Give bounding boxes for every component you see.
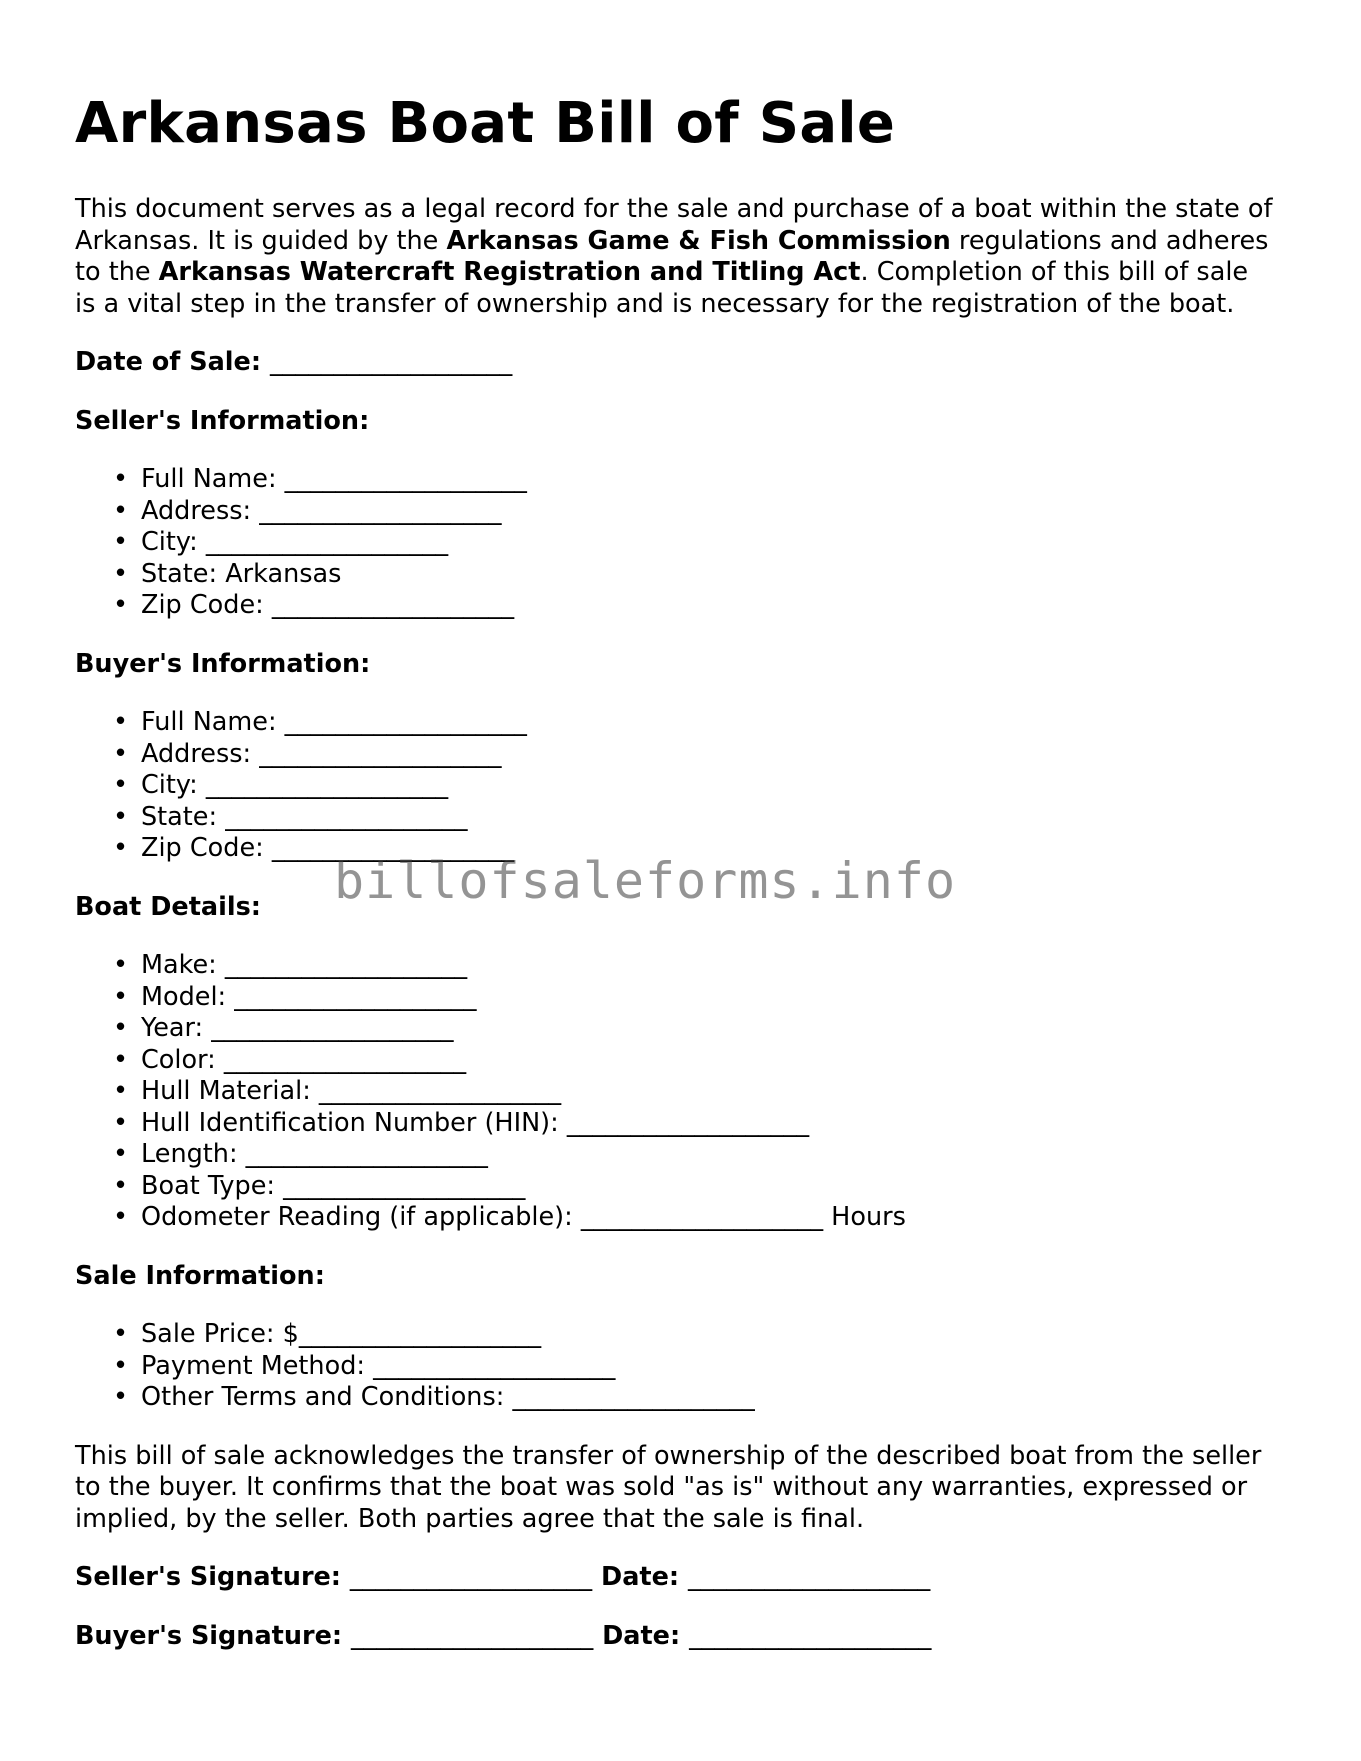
buyer-date-blank[interactable]: ___________________ (689, 1620, 932, 1651)
seller-signature-blank[interactable]: ___________________ (349, 1562, 593, 1593)
seller-signature-line (75, 1562, 1275, 1594)
buyer-city[interactable]: • City: ___________________ (75, 770, 1275, 802)
date-of-sale-line (75, 347, 1275, 379)
buyer-zip[interactable]: • Zip Code: ___________________ (75, 833, 1275, 865)
boat-hull-material[interactable]: • Hull Material: ___________________ (75, 1076, 1275, 1108)
buyer-signature-line (75, 1621, 1275, 1653)
watermark: billofsaleforms.info (334, 852, 957, 910)
boat-make[interactable]: • Make: ___________________ (75, 950, 1275, 982)
seller-list (75, 464, 1275, 622)
buyer-date-label: Date: (602, 1620, 681, 1651)
seller-state: • State: Arkansas (75, 559, 1275, 591)
sale-price[interactable]: • Sale Price: $___________________ (75, 1319, 1275, 1351)
boat-length[interactable]: • Length: ___________________ (75, 1139, 1275, 1171)
sale-payment-method[interactable]: • Payment Method: ___________________ (75, 1351, 1275, 1383)
boat-color[interactable]: • Color: ___________________ (75, 1045, 1275, 1077)
boat-odometer[interactable]: • Odometer Reading (if applicable): ___________________ Hours (75, 1202, 1275, 1234)
sale-other-terms[interactable]: • Other Terms and Conditions: ___________________ (75, 1382, 1275, 1414)
date-of-sale-blank[interactable]: ___________________ (269, 347, 513, 378)
seller-zip[interactable]: • Zip Code: ___________________ (75, 590, 1275, 622)
intro-text-3: . Completion of this bill of sale is a vital step in the transfer of ownership and is necessary for the registration of the boat. (75, 257, 1249, 319)
seller-address[interactable]: • Address: ___________________ (75, 496, 1275, 528)
intro-text-1: This document serves as a legal record for the sale and purchase of a boat within the state of Arkansas. It is guided by the (75, 194, 1273, 256)
boat-type[interactable]: • Boat Type: ___________________ (75, 1171, 1275, 1203)
document-title: Arkansas Boat Bill of Sale (75, 91, 896, 156)
buyer-state[interactable]: • State: ___________________ (75, 802, 1275, 834)
boat-model[interactable]: • Model: ___________________ (75, 982, 1275, 1014)
intro-text-2: regulations and adheres to the (75, 225, 1269, 288)
seller-date-blank[interactable]: ___________________ (688, 1562, 931, 1593)
buyer-list (75, 707, 1275, 865)
sale-list (75, 1319, 1275, 1414)
boat-heading: Boat Details: (75, 891, 261, 922)
seller-signature-label: Seller's Signature: (75, 1562, 342, 1593)
sale-heading: Sale Information: (75, 1260, 325, 1291)
seller-heading: Seller's Information: (75, 405, 370, 436)
boat-list (75, 950, 1275, 1234)
intro-paragraph (75, 194, 1275, 320)
buyer-address[interactable]: • Address: ___________________ (75, 739, 1275, 771)
boat-hin[interactable]: • Hull Identification Number (HIN): ___________________ (75, 1108, 1275, 1140)
buyer-signature-blank[interactable]: ___________________ (350, 1620, 594, 1651)
buyer-signature-label: Buyer's Signature: (75, 1620, 343, 1651)
buyer-full-name[interactable]: • Full Name: ___________________ (75, 707, 1275, 739)
seller-date-label: Date: (601, 1562, 680, 1593)
seller-city[interactable]: • City: ___________________ (75, 527, 1275, 559)
date-of-sale-label: Date of Sale: (75, 347, 262, 378)
seller-full-name[interactable]: • Full Name: ___________________ (75, 464, 1275, 496)
buyer-heading: Buyer's Information: (75, 648, 371, 679)
intro-bold-commission: Arkansas Game & Fish Commission (446, 225, 951, 256)
intro-bold-act: Arkansas Watercraft Registration and Titling Act (158, 257, 861, 288)
boat-year[interactable]: • Year: ___________________ (75, 1013, 1275, 1045)
closing-paragraph: This bill of sale acknowledges the transfer of ownership of the described boat from the seller to the buyer. It confirms that the boat was sold "as is" without any warranties, expressed or implied, by the seller. Both parties agree that the sale is final. (75, 1440, 1262, 1534)
